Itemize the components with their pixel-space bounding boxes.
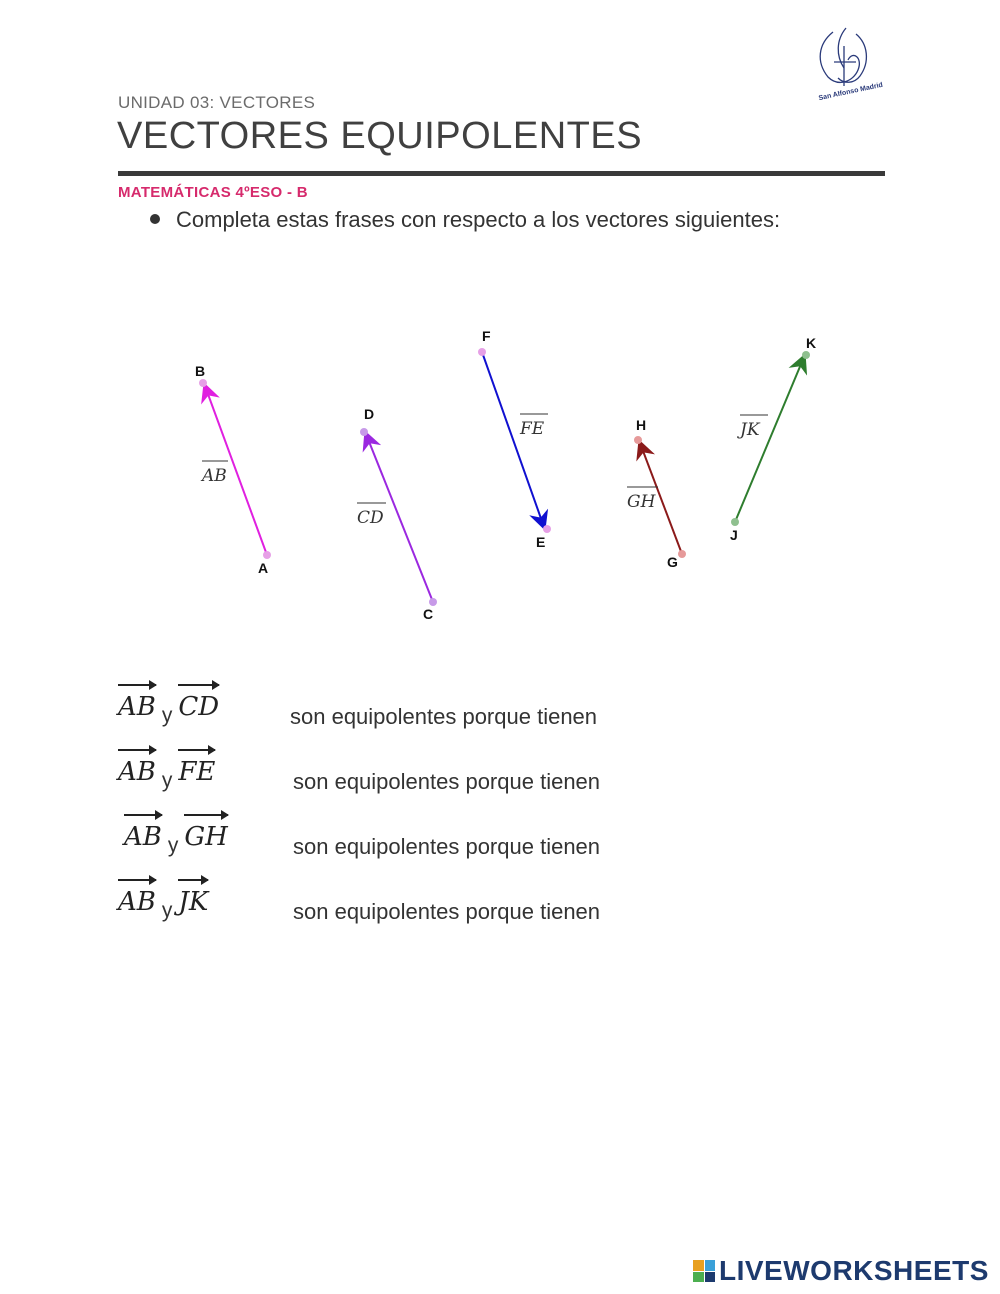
- liveworksheets-logo: [693, 1255, 989, 1287]
- label-g: G: [667, 554, 678, 570]
- title-divider: [118, 171, 885, 176]
- point-e: [543, 525, 551, 533]
- label-k: K: [806, 335, 817, 351]
- page-title: VECTORES EQUIPOLENTES: [117, 115, 643, 157]
- point-h: [634, 436, 642, 444]
- vector-name: CD: [178, 682, 219, 722]
- label-b: B: [195, 363, 206, 379]
- point-g: [678, 550, 686, 558]
- point-d: [360, 428, 368, 436]
- liveworksheets-text: LIVEWORKSHEETS: [719, 1255, 989, 1286]
- label-h: H: [636, 417, 647, 433]
- vector-name: AB: [118, 747, 156, 787]
- instruction-text: Completa estas frases con respecto a los vectores siguientes:: [176, 207, 781, 232]
- conjunction: y: [167, 834, 179, 857]
- label-e: E: [536, 534, 546, 550]
- unit-label: UNIDAD 03: VECTORES: [118, 93, 316, 112]
- vector-name: AB: [118, 682, 156, 722]
- label-a: A: [258, 560, 269, 576]
- label-vec-ab: AB: [202, 466, 227, 486]
- bullet-icon: [150, 214, 160, 224]
- logo-text: San Alfonso Madrid: [818, 81, 884, 102]
- sentence-text: son equipolentes porque tienen: [293, 834, 601, 859]
- conjunction: y: [161, 899, 173, 922]
- sentence-text: son equipolentes porque tienen: [290, 704, 598, 729]
- point-a: [263, 551, 271, 559]
- label-vec-fe: FE: [520, 419, 545, 439]
- vector-fe: [482, 352, 544, 527]
- vector-name: AB: [124, 812, 162, 852]
- conjunction: y: [161, 769, 173, 792]
- instruction: [150, 207, 780, 233]
- label-vec-jk: JK: [740, 420, 760, 440]
- point-b: [199, 379, 207, 387]
- label-j: J: [730, 527, 738, 543]
- label-vec-gh: GH: [627, 492, 656, 512]
- liveworksheets-icon: [693, 1260, 715, 1282]
- vector-name: FE: [178, 747, 215, 787]
- point-f: [478, 348, 486, 356]
- vector-name: GH: [184, 812, 227, 852]
- label-d: D: [364, 406, 375, 422]
- label-f: F: [482, 328, 491, 344]
- point-c: [429, 598, 437, 606]
- school-logo: [808, 22, 888, 102]
- vector-name: JK: [178, 877, 208, 917]
- point-k: [802, 351, 810, 359]
- point-j: [731, 518, 739, 526]
- sentence-text: son equipolentes porque tienen: [293, 899, 601, 924]
- label-vec-cd: CD: [357, 508, 384, 528]
- conjunction: y: [161, 704, 173, 727]
- sentence-text: son equipolentes porque tienen: [293, 769, 601, 794]
- vector-name: AB: [118, 877, 156, 917]
- vector-diagram: [0, 300, 1000, 640]
- label-c: C: [423, 606, 434, 622]
- subject-label: MATEMÁTICAS 4ºESO - B: [118, 184, 308, 201]
